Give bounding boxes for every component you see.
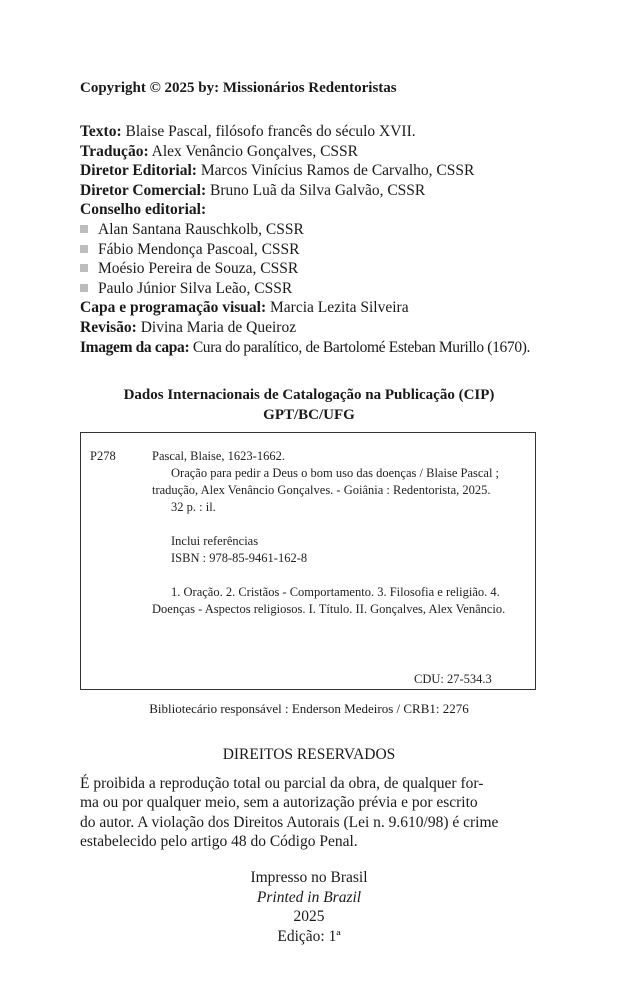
catalog-author: Pascal, Blaise, 1623-1662. bbox=[152, 449, 285, 463]
catalog-title-line: tradução, Alex Venâncio Gonçalves. - Goiânia : Redentorista, 2025. bbox=[152, 483, 491, 497]
catalog-subjects: 1. Oração. 2. Cristãos - Comportamento. 3. Filosofia e religião. 4. bbox=[171, 585, 500, 599]
credit-conselho bbox=[80, 200, 550, 220]
credit-traducao bbox=[80, 142, 550, 162]
catalog-isbn: ISBN : 978-85-9461-162-8 bbox=[171, 551, 308, 565]
catalog-card bbox=[80, 432, 536, 690]
credit-imagem-value: Cura do paralítico, de Bartolomé Esteban Murillo (1670). bbox=[192, 338, 531, 356]
credit-texto bbox=[80, 122, 550, 142]
credit-diretor-editorial bbox=[80, 161, 550, 181]
credit-capa-label: Capa e programação visual: bbox=[80, 299, 267, 317]
printed-en: Printed in Brazil bbox=[256, 888, 362, 906]
librarian-line: Bibliotecário responsável : Enderson Medeiros / CRB1: 2276 bbox=[149, 701, 469, 716]
edition: Edição: 1ª bbox=[277, 927, 341, 945]
bullet-square-icon bbox=[80, 284, 88, 292]
credit-diretor-editorial-label: Diretor Editorial: bbox=[80, 162, 197, 180]
print-year: 2025 bbox=[293, 908, 325, 925]
credit-texto-label: Texto: bbox=[80, 123, 122, 140]
bullet-square-icon bbox=[80, 264, 88, 272]
catalog-body bbox=[152, 448, 532, 618]
credit-revisao-label: Revisão: bbox=[80, 318, 137, 336]
conselho-member-name: Paulo Júnior Silva Leão, CSSR bbox=[98, 279, 293, 297]
conselho-member-name: Fábio Mendonça Pascoal, CSSR bbox=[98, 240, 300, 258]
conselho-member-name: Moésio Pereira de Souza, CSSR bbox=[98, 260, 299, 278]
conselho-member-name: Alan Santana Rauschkolb, CSSR bbox=[98, 220, 304, 238]
conselho-member bbox=[80, 240, 550, 260]
bullet-square-icon bbox=[80, 225, 88, 233]
credit-conselho-label: Conselho editorial: bbox=[80, 201, 207, 219]
cip-subtitle: GPT/BC/UFG bbox=[263, 407, 355, 423]
colophon bbox=[80, 868, 538, 946]
cip-heading bbox=[80, 385, 538, 425]
credit-capa bbox=[80, 298, 550, 318]
rights-line: estabelecido pelo artigo 48 do Código Penal. bbox=[80, 833, 358, 851]
catalog-code: P278 bbox=[90, 449, 116, 463]
rights-title: DIREITOS RESERVADOS bbox=[222, 746, 396, 763]
credit-capa-value: Marcia Lezita Silveira bbox=[270, 299, 409, 317]
bullet-square-icon bbox=[80, 245, 88, 253]
catalog-cdu: CDU: 27-534.3 bbox=[414, 672, 492, 686]
credit-traducao-label: Tradução: bbox=[80, 142, 149, 160]
credit-diretor-comercial-value: Bruno Luã da Silva Galvão, CSSR bbox=[209, 181, 426, 199]
cip-title: Dados Internacionais de Catalogação na Publicação (CIP) bbox=[123, 387, 495, 403]
credit-diretor-comercial-label: Diretor Comercial: bbox=[80, 181, 207, 199]
copyright-line: Copyright © 2025 by: Missionários Redentoristas bbox=[80, 80, 397, 96]
catalog-subjects: Doenças - Aspectos religiosos. I. Título. II. Gonçalves, Alex Venâncio. bbox=[152, 602, 506, 616]
conselho-member bbox=[80, 259, 550, 279]
rights-line: do autor. A violação dos Direitos Autorais (Lei n. 9.610/98) é crime bbox=[80, 813, 499, 831]
credit-revisao bbox=[80, 318, 550, 338]
credit-imagem bbox=[80, 338, 550, 358]
catalog-title-line: Oração para pedir a Deus o bom uso das doenças / Blaise Pascal ; bbox=[171, 466, 500, 480]
rights-line: ma ou por qualquer meio, sem a autorização prévia e por escrito bbox=[80, 794, 478, 812]
credit-imagem-label: Imagem da capa: bbox=[80, 338, 190, 356]
catalog-notes: Inclui referências bbox=[171, 534, 259, 548]
credit-traducao-value: Alex Venâncio Gonçalves, CSSR bbox=[151, 142, 358, 160]
credit-revisao-value: Divina Maria de Queiroz bbox=[140, 318, 297, 336]
catalog-pages: 32 p. : il. bbox=[171, 500, 216, 514]
credit-texto-value: Blaise Pascal, filósofo francês do século XVII. bbox=[125, 123, 416, 140]
printed-pt: Impresso no Brasil bbox=[250, 869, 368, 886]
rights-line: É proibida a reprodução total ou parcial da obra, de qualquer for- bbox=[80, 775, 484, 792]
credits-block bbox=[80, 122, 550, 357]
credit-diretor-comercial bbox=[80, 181, 550, 201]
rights-text bbox=[80, 774, 540, 852]
conselho-member bbox=[80, 279, 550, 299]
credit-diretor-editorial-value: Marcos Vinícius Ramos de Carvalho, CSSR bbox=[200, 162, 475, 180]
conselho-member bbox=[80, 220, 550, 240]
